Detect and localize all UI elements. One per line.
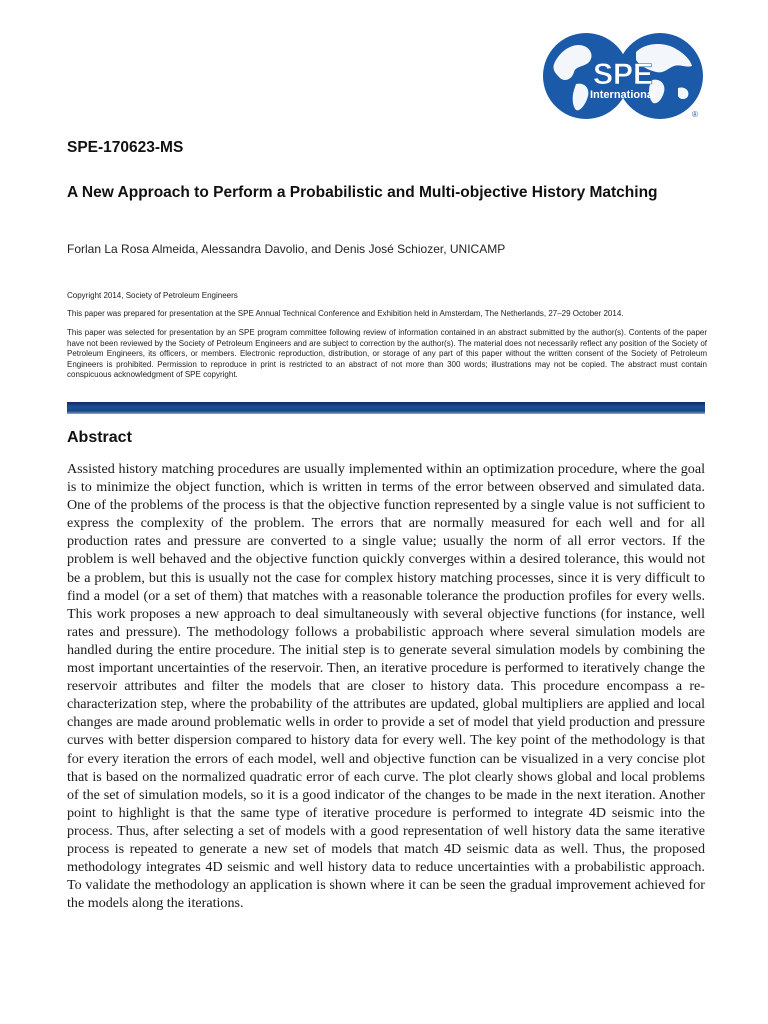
abstract-heading: Abstract bbox=[67, 429, 132, 446]
paper-id: SPE-170623-MS bbox=[67, 139, 184, 156]
header-divider-bar bbox=[67, 402, 705, 414]
copyright-notice: Copyright 2014, Society of Petroleum Engineers bbox=[67, 291, 238, 300]
paper-authors: Forlan La Rosa Almeida, Alessandra Davolio, and Denis José Schiozer, UNICAMP bbox=[67, 242, 506, 256]
spe-international-logo bbox=[540, 30, 706, 122]
paper-title: A New Approach to Perform a Probabilistic and Multi-objective History Matching bbox=[67, 184, 658, 201]
registered-mark: ® bbox=[692, 110, 698, 119]
logo-subtitle: International bbox=[589, 89, 657, 101]
selection-notice: This paper was selected for presentation by an SPE program committee following review of information contained in an abstract submitted by the author(s). Contents of the paper have not been reviewed by the Society of Petroleum Engineers and are subject to correction by the author(s). The material does not necessarily reflect any position of the Society of Petroleum Engineers, its officers, or members. Electronic reproduction, distribution, or storage of any part of this paper without the written consent of the Society of Petroleum Engineers is prohibited. Permission to reproduce in print is restricted to an abstract of not more than 300 words; illustrations may not be copied. The abstract must contain conspicuous acknowledgment of SPE copyright. bbox=[67, 328, 707, 380]
abstract-body: Assisted history matching procedures are usually implemented within an optimization procedure, where the goal is to minimize the object function, which is written in terms of the error between observed and simulated data. One of the problems of the process is that the objective function represented by a single value is not sufficient to express the complexity of the problem. The errors that are normally measured for each well and for all production rates and pressure are converted to a single value; usually the norm of all error vectors. If the problem is well behaved and the objective function quickly converges within a desired tolerance, this would not be a problem, but this is usually not the case for complex history matching processes, since it is very difficult to find a model (or a set of them) that matches with a reasonable tolerance the production profiles for every wells. This work proposes a new approach to deal simultaneously with several objective functions (for instance, well rates and pressure). The methodology follows a probabilistic approach where several simulation models are handled during the entire procedure. The initial step is to generate several simulation models by combining the most important uncertainties of the reservoir. Then, an iterative procedure is performed to iteratively change the reservoir attributes and filter the models that are closer to history data. This procedure encompass a re-characterization step, where the probability of the attributes are updated, global multipliers are applied and local changes are made around problematic wells in order to provide a set of model that yield production and pressure curves with better dispersion compared to history data for every well. The key point of the methodology is that for every iteration the errors of each model, well and objective function can be visualized in a very concise plot that is based on the normalized quadratic error of each curve. The plot clearly shows global and local problems of the set of simulation models, so it is a good indicator of the changes to be made in the next iteration. Another point to highlight is that the same type of iterative procedure is performed to integrate 4D seismic into the process. Thus, after selecting a set of models with a good representation of well history data the same iterative process is repeated to generate a new set of models that match 4D seismic data as well. Thus, the proposed methodology integrates 4D seismic and well history data to reduce uncertainties with a probabilistic approach. To validate the methodology an application is shown where it can be seen the gradual improvement achieved for the models along the iterations. bbox=[67, 461, 705, 912]
presentation-notice: This paper was prepared for presentation at the SPE Annual Technical Conference and Exhibition held in Amsterdam, The Netherlands, 27–29 October 2014. bbox=[67, 309, 624, 318]
logo-name: SPE bbox=[592, 58, 654, 91]
